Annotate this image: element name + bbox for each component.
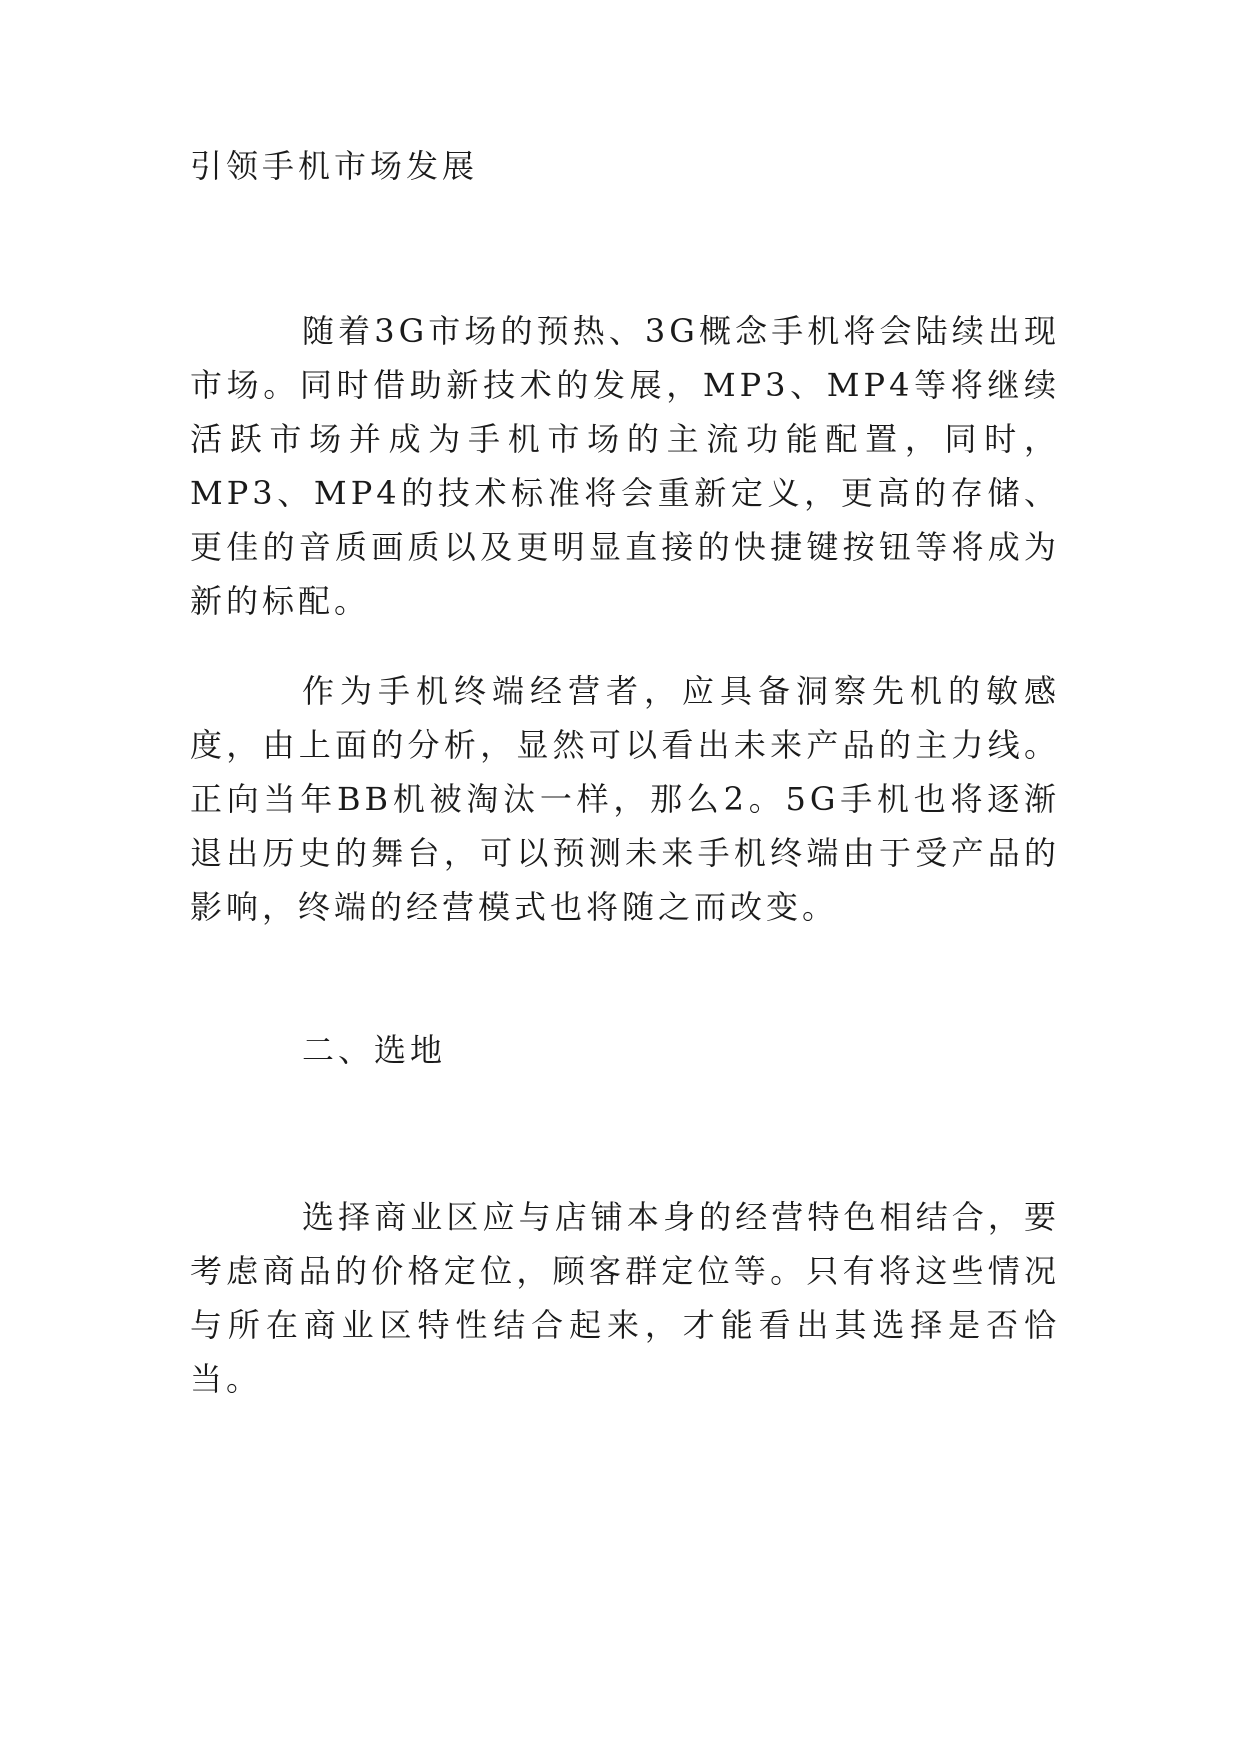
paragraph-business-district: 选择商业区应与店铺本身的经营特色相结合，要考虑商品的价格定位，顾客群定位等。只有将这些情况与所在商业区特性结合起来，才能看出其选择是否恰当。 bbox=[190, 1198, 1060, 1398]
section-heading-site-selection: 二、选地 bbox=[302, 1031, 447, 1069]
paragraph-3g-market: 随着3G市场的预热、3G概念手机将会陆续出现市场。同时借助新技术的发展，MP3、MP4等将继续活跃市场并成为手机市场的主流功能配置，同时，MP3、MP4的技术标准将会重新定义，更高的存储、更佳的音质画质以及更明显直接的快捷键按钮等将成为新的标配。 bbox=[190, 312, 1060, 620]
paragraph-terminal-operator: 作为手机终端经营者，应具备洞察先机的敏感度，由上面的分析，显然可以看出未来产品的主力线。正向当年BB机被淘汰一样，那么2。5G手机也将逐渐退出历史的舞台，可以预测未来手机终端由于受产品的影响，终端的经营模式也将随之而改变。 bbox=[190, 672, 1060, 926]
document-heading: 引领手机市场发展 bbox=[190, 147, 479, 185]
